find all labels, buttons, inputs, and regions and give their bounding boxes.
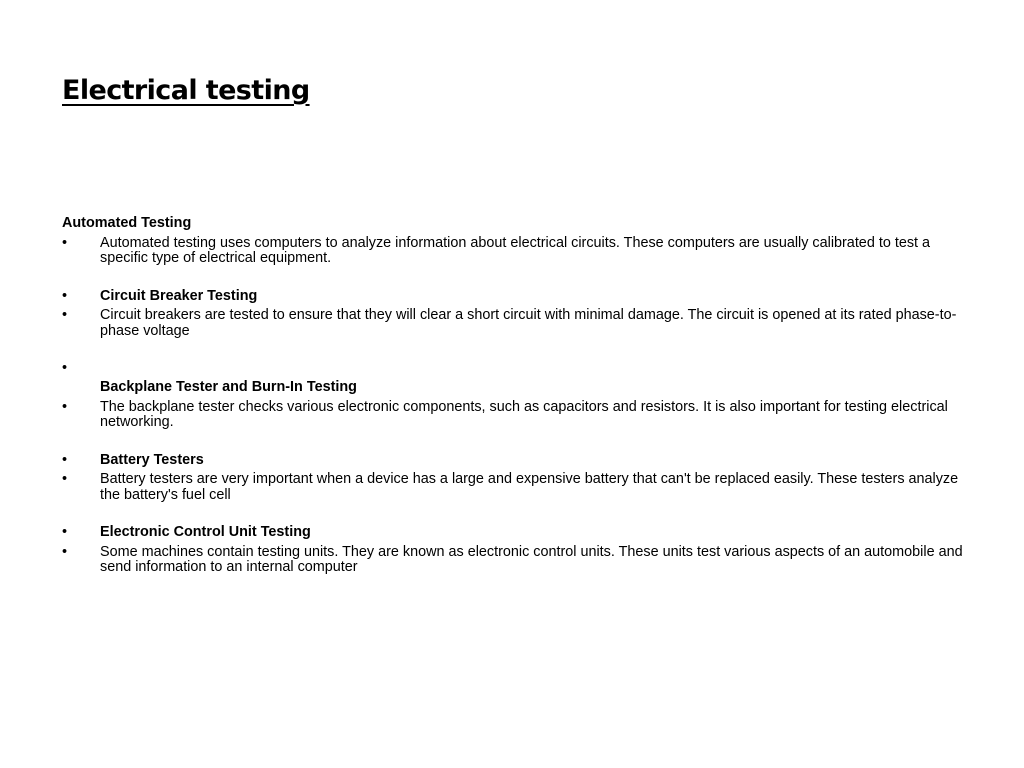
- bullet-text: Some machines contain testing units. They are known as electronic control units. These units test various aspects of an automobile and send information to an internal computer: [100, 543, 963, 575]
- bullet-icon: •: [62, 543, 68, 560]
- bullet-text: Battery testers are very important when a device has a large and expensive battery that can't be replaced easily. These testers analyze the battery's fuel cell: [100, 471, 959, 503]
- slide-title: Electrical testing: [62, 75, 310, 106]
- bullet-item: [62, 472, 967, 503]
- bullet-heading: [62, 453, 967, 469]
- bullet-icon: •: [62, 471, 68, 487]
- bullet-heading: [62, 380, 967, 396]
- bullet-heading-text: Electronic Control Unit Testing: [100, 524, 311, 540]
- bullet-text: Circuit breakers are tested to ensure that they will clear a short circuit with minimal damage. The circuit is opened at its rated phase-to-phase voltage: [100, 307, 957, 339]
- bullet-icon: •: [62, 451, 68, 468]
- bullet-heading-text: Circuit Breaker Testing: [100, 287, 258, 304]
- slide-content: [62, 216, 967, 576]
- bullet-icon: •: [62, 524, 68, 540]
- bullet-heading-text: Backplane Tester and Burn-In Testing: [100, 379, 357, 395]
- bullet-item: [62, 400, 967, 431]
- bullet-heading-text: Battery Testers: [100, 451, 204, 468]
- bullet-text: Automated testing uses computers to analyze information about electrical circuits. These computers are usually calibrated to test a specific type of electrical equipment.: [100, 234, 931, 266]
- bullet-icon: •: [62, 287, 68, 304]
- bullet-item: [62, 545, 967, 576]
- bullet-heading: [62, 525, 967, 541]
- bullet-item: [62, 236, 967, 267]
- bullet-icon: •: [62, 307, 68, 323]
- section-heading-automated-testing: Automated Testing: [62, 215, 192, 231]
- bullet-text: The backplane tester checks various electronic components, such as capacitors and resistors. It is also important for testing electrical networking.: [100, 398, 948, 430]
- bullet-icon: •: [62, 360, 68, 376]
- bullet-item: [62, 308, 967, 339]
- bullet-icon: •: [62, 234, 68, 251]
- bullet-heading: [62, 289, 967, 305]
- bullet-icon: •: [62, 398, 68, 415]
- empty-bullet: [62, 361, 967, 380]
